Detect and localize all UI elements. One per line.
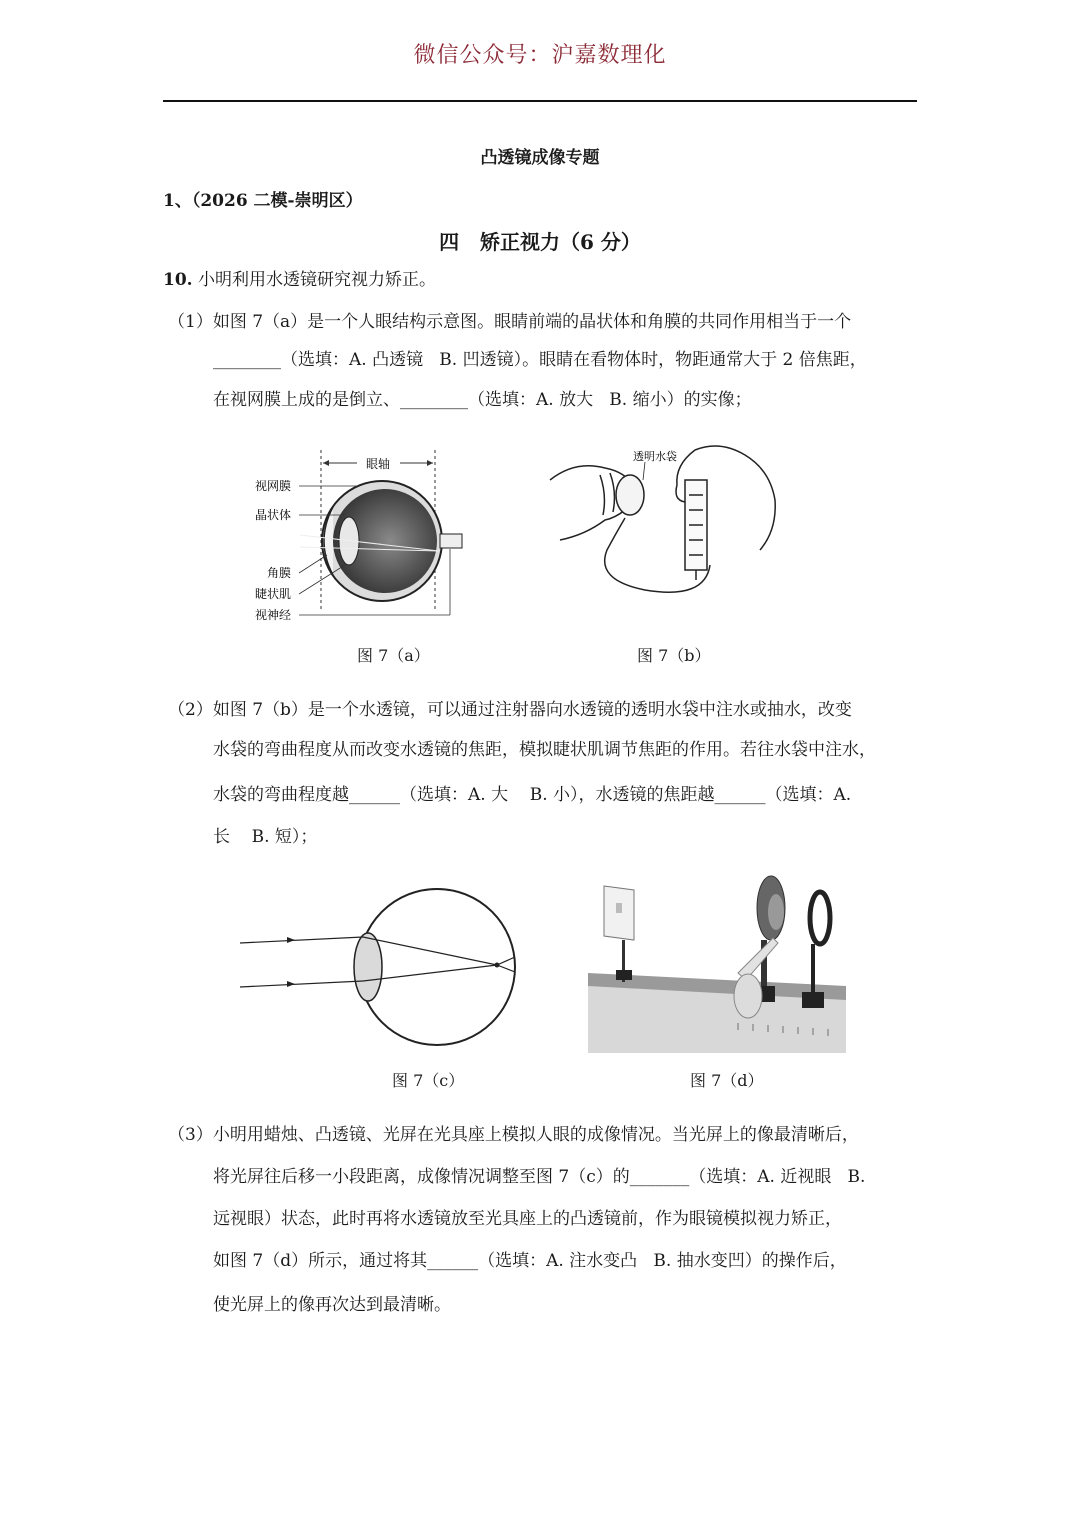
question-intro: 小明利用水透镜研究视力矫正。 [197,270,436,290]
part3-line3: 远视眼）状态，此时再将水透镜放至光具座上的凸透镜前，作为眼镜模拟视力矫正， [213,1209,842,1229]
part3-line4: 如图 7（d）所示，通过将其______（选填：A. 注水变凸 B. 抽水变凹）的操作后， [213,1251,847,1271]
label-water-bag: 透明水袋 [633,450,677,463]
question-number: 10. [163,270,193,290]
label-optic-nerve: 视神经 [255,608,292,622]
part3-line5: 使光屏上的像再次达到最清晰。 [213,1295,451,1315]
label-lens: 晶状体 [255,508,292,522]
part2-line1: （2）如图 7（b）是一个水透镜，可以通过注射器向水透镜的透明水袋中注水或抽水，改变 [168,700,852,720]
label-eye-axis: 眼轴 [365,457,391,471]
caption-fig-7a: 图 7（a） [357,646,430,665]
caption-fig-7d: 图 7（d） [690,1071,764,1090]
eye-ray-diagram [235,885,525,1055]
label-retina: 视网膜 [255,479,292,493]
part1-line1: （1）如图 7（a）是一个人眼结构示意图。眼睛前端的晶状体和角膜的共同作用相当于一个 [168,312,852,332]
part3-line1: （3）小明用蜡烛、凸透镜、光屏在光具座上模拟人眼的成像情况。当光屏上的像最清晰后， [168,1125,859,1145]
caption-fig-7b: 图 7（b） [637,646,711,665]
section-title: 四 矫正视力（6 分） [439,230,641,254]
part2-line2: 水袋的弯曲程度从而改变水透镜的焦距，模拟睫状肌调节焦距的作用。若往水袋中注水， [213,740,876,760]
part2-line3: 水袋的弯曲程度越______（选填：A. 大 B. 小），水透镜的焦距越______（选填：A. [213,785,852,805]
question-source: 1、（2026 二模-崇明区） [163,191,363,211]
water-lens-syringe-drawing [545,440,785,615]
eye-structure-diagram [245,445,475,630]
part3-line2: 将光屏往后移一小段距离，成像情况调整至图 7（c）的_______（选填：A. 近视眼 B. [213,1167,866,1187]
label-ciliary-muscle: 睫状肌 [255,587,292,601]
part1-line3: 在视网膜上成的是倒立、________（选填：A. 放大 B. 缩小）的实像； [213,390,752,410]
optical-bench-photo [588,868,846,1053]
label-cornea: 角膜 [267,566,292,580]
part1-line2: ________（选填：A. 凸透镜 B. 凹透镜）。眼睛在看物体时，物距通常大于 2 倍焦距， [213,350,867,370]
topic-title: 凸透镜成像专题 [480,148,600,168]
header-divider [163,100,917,102]
part2-line4: 长 B. 短）； [213,827,318,847]
caption-fig-7c: 图 7（c） [392,1071,465,1090]
header-brand: 微信公众号：沪嘉数理化 [413,43,667,68]
